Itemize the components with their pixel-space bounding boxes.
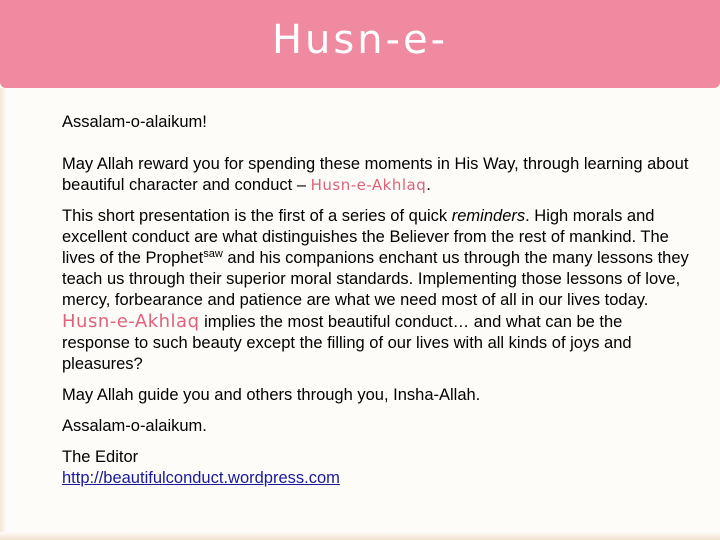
paragraph-guidance: May Allah guide you and others through you, Insha-Allah. <box>62 386 481 404</box>
slide-title: Husn-e- <box>271 17 449 63</box>
paragraph-presentation-c: and his companions enchant us through the many lessons they teach us through their superior moral standards. Implementing those lessons of love, mercy, forbearance and patience are what we need most of all in our lives today. <box>62 249 689 309</box>
emphasis-reminders: reminders <box>451 207 526 225</box>
paragraph-presentation-a: This short presentation is the first of a series of quick <box>62 207 452 225</box>
signature: The Editor <box>62 448 139 466</box>
closing-salutation: Assalam-o-alaikum. <box>62 417 207 435</box>
body-text <box>62 112 692 489</box>
bottom-border-decoration <box>0 532 720 540</box>
paragraph-reward <box>62 154 692 196</box>
left-border-decoration <box>0 88 6 540</box>
paragraph-presentation-b: . High morals and excellent conduct are what distinguishes the Believer from the rest of mankind. The lives of the Prophet <box>62 207 669 267</box>
website-link[interactable]: http://beautifulconduct.wordpress.com <box>62 469 340 487</box>
paragraph-reward-text: May Allah reward you for spending these moments in His Way, through learning about beautiful character and conduct – <box>62 155 689 194</box>
superscript-saw: saw <box>203 248 223 260</box>
greeting: Assalam-o-alaikum! <box>62 113 207 131</box>
paragraph-presentation-d: implies the most beautiful conduct… and what can be the response to such beauty except the filling of our lives with all kinds of joys and pleasures? <box>62 313 632 373</box>
highlight-husn-e-akhlaq-2: Husn-e-Akhlaq <box>62 311 200 332</box>
paragraph-presentation <box>62 206 692 375</box>
paragraph-reward-end: . <box>426 176 431 194</box>
title-bar <box>0 0 720 88</box>
highlight-husn-e-akhlaq: Husn-e-Akhlaq <box>310 176 427 194</box>
